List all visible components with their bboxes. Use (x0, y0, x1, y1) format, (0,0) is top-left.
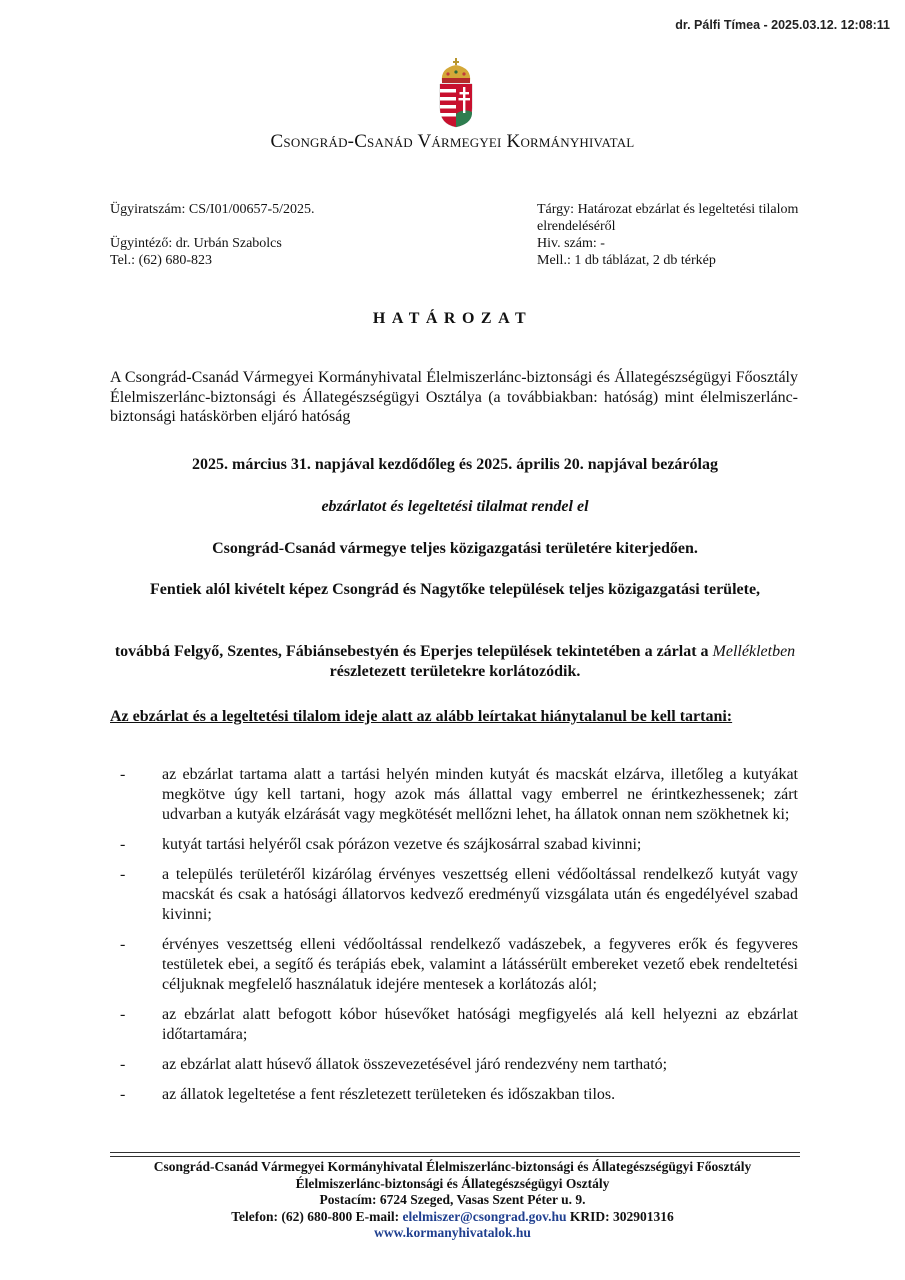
period: 2025. március 31. napjával kezdődőleg és 2025. április 20. napjával bezárólag (192, 456, 718, 473)
order: ebzárlatot és legeltetési tilalmat rendel el (321, 498, 589, 515)
rules-list (110, 765, 798, 1115)
meta-right (537, 201, 807, 269)
rule-text: az állatok legeltetése a fent részletezett területeken és időszakban tilos. (162, 1086, 616, 1103)
email-link[interactable]: elelmiszer@csongrad.gov.hu (402, 1208, 567, 1224)
footer-department: Élelmiszerlánc-biztonsági és Állategészségügyi Osztály (295, 1175, 610, 1191)
exception: Fentiek alól kivételt képez Csongrád és Nagytőke települések teljes közigazgatási területe, (149, 581, 761, 598)
meta-left (110, 201, 315, 269)
dash-bullet: - (120, 836, 126, 853)
case-officer: Ügyintéző: dr. Urbán Szabolcs (110, 236, 282, 251)
dash-bullet: - (120, 1056, 126, 1073)
rule-text: kutyát tartási helyéről csak pórázon vezetve és szájkosárral szabad kivinni; (162, 836, 642, 853)
list-item (110, 765, 798, 825)
restriction (105, 642, 805, 682)
document-title: HATÁROZAT (372, 310, 533, 327)
footer-phone: Telefon: (62) 680-800 E-mail: (231, 1208, 403, 1224)
footer (0, 1159, 905, 1242)
attachments: Mell.: 1 db táblázat, 2 db térkép (537, 253, 716, 268)
list-item (110, 865, 798, 925)
agency-name (0, 131, 905, 153)
agency-name-text: Csongrád-Csanád Vármegyei Kormányhivatal (270, 131, 635, 152)
requirements-heading: Az ebzárlat és a legeltetési tilalom ideje alatt az alább leírtakat hiánytalanul be kell tartani: (110, 708, 733, 725)
footer-contact (0, 1209, 905, 1226)
dash-bullet: - (120, 766, 126, 783)
rule-text: az ebzárlat tartama alatt a tartási helyén minden kutyát és macskát elzárva, illetőleg a kutyákat megkötve úgy kell tartani, hogy azok más állattal vagy emberrel ne érintkezhessenek; zárt udvarban a kutyák elzárását vagy megkötését mellőzni lehet, ha állatok onnan nem szökhetnek ki; (162, 766, 798, 823)
case-number: Ügyiratszám: CS/I01/00657-5/2025. (110, 202, 315, 217)
footer-divider (110, 1156, 800, 1157)
footer-krid: KRID: 302901316 (566, 1208, 674, 1224)
footer-address: Postacím: 6724 Szeged, Vasas Szent Péter u. 9. (319, 1192, 586, 1207)
restriction-text-post: részletezett területekre korlátozódik. (329, 663, 581, 680)
list-item (110, 935, 798, 995)
dash-bullet: - (120, 1006, 126, 1023)
dash-bullet: - (120, 936, 126, 953)
subject: Tárgy: Határozat ebzárlat és legeltetési tilalom elrendeléséről (537, 202, 799, 234)
dash-bullet: - (120, 1086, 126, 1103)
website-link[interactable]: www.kormanyhivatalok.hu (374, 1225, 531, 1240)
reference-number: Hiv. szám: - (537, 236, 605, 251)
rule-text: az ebzárlat alatt húsevő állatok összevezetésével járó rendezvény nem tartható; (162, 1056, 668, 1073)
list-item (110, 835, 798, 855)
list-item (110, 1055, 798, 1075)
intro-paragraph: A Csongrád-Csanád Vármegyei Kormányhivatal Élelmiszerlánc-biztonsági és Állategészségügyi Főosztály Élelmiszerlánc-biztonsági és Állategészségügyi Osztálya (a továbbiakban: hatóság) mint élelmiszerlánc-biztonsági hatáskörben eljáró hatóság (110, 369, 798, 425)
annex-reference: Mellékletben (712, 643, 796, 660)
list-item (110, 1085, 798, 1105)
dash-bullet: - (120, 866, 126, 883)
officer-phone: Tel.: (62) 680-823 (110, 253, 213, 268)
scope: Csongrád-Csanád vármegye teljes közigazgatási területére kiterjedően. (212, 540, 698, 557)
rule-text: a település területéről kizárólag érvényes veszettség elleni védőoltással rendelkező kutyát vagy macskát és csak a hatósági állatorvos kedvező eredményű vizsgálata után és engedélyével szabad kivinni; (162, 866, 798, 923)
rule-text: érvényes veszettség elleni védőoltással rendelkező vadászebek, a fegyveres erők és fegyveres testületek ebei, a segítő és terápiás ebek, valamint a látássérült embereket vezető ebek rendeltetési céljuknak megfelelő használatuk idejére mentesek a korlátozás alól; (162, 936, 798, 993)
coat-of-arms-icon (436, 56, 476, 128)
restriction-text-pre: továbbá Felgyő, Szentes, Fábiánsebestyén és Eperjes települések tekintetében a zárlat a (114, 643, 713, 660)
signature-stamp: dr. Pálfi Tímea - 2025.03.12. 12:08:11 (675, 18, 890, 32)
footer-agency: Csongrád-Csanád Vármegyei Kormányhivatal Élelmiszerlánc-biztonsági és Állategészségügyi Főosztály (153, 1159, 752, 1174)
rule-text: az ebzárlat alatt befogott kóbor húsevőket hatósági megfigyelés alá kell helyezni az ebzárlat időtartamára; (162, 1006, 798, 1043)
footer-divider (110, 1152, 800, 1153)
list-item (110, 1005, 798, 1045)
